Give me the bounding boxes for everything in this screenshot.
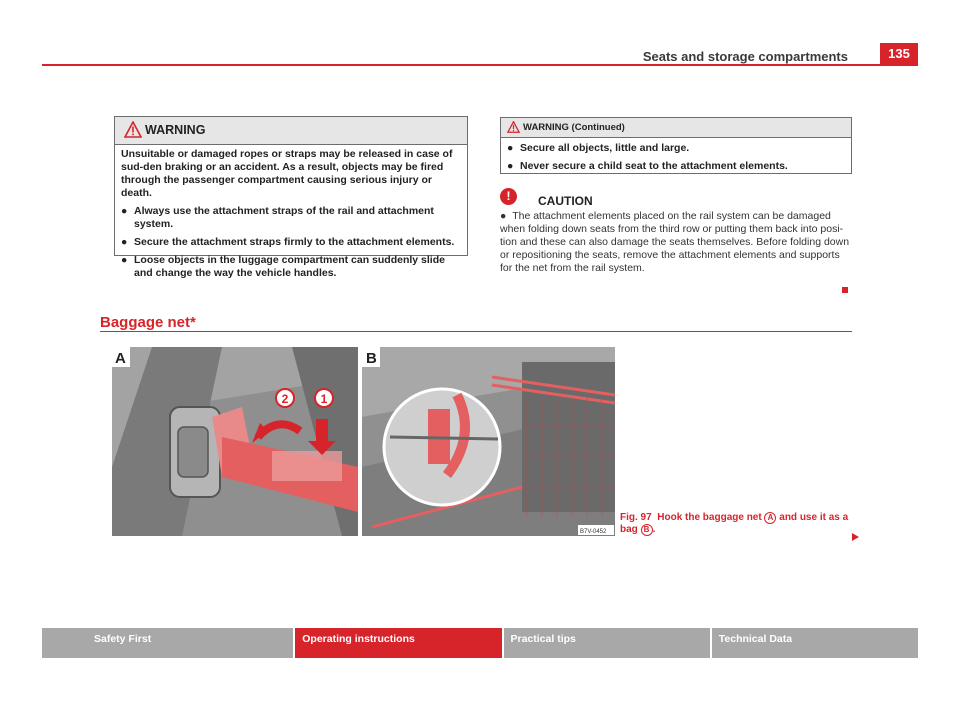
figure-caption: Fig. 97 Hook the baggage net A and use it as a bag B . [620, 512, 849, 535]
warning-bullet: ● Always use the attachment straps of the rail and attachment system. [121, 205, 434, 230]
reference-a: A [764, 512, 776, 524]
header-divider [42, 64, 918, 66]
tab-safety-first[interactable]: Safety First [42, 628, 293, 658]
figure-panel-a [112, 347, 358, 536]
footer-nav [42, 628, 918, 658]
warning-triangle-icon [124, 121, 142, 138]
warning-bullet: ● Never secure a child seat to the attachment elements. [507, 160, 788, 172]
tab-technical-data[interactable]: Technical Data [712, 628, 918, 658]
panel-b-label: B [366, 350, 377, 367]
figure-code: B7V-0452 [580, 529, 607, 535]
tab-operating-instructions[interactable]: Operating instructions [295, 628, 501, 658]
caution-text: ● The attachment elements placed on the rail system can be damaged when folding down seats from the third row or putting them back into posi-tion and these can also damage the seats themselves. Before folding down or repositioning the seats, remove the attachment elements and supports for the net from the rail system. [500, 210, 850, 274]
warning-triangle-icon [507, 121, 520, 133]
warning-box-header [115, 117, 467, 145]
section-divider [100, 331, 852, 332]
callout-2: 2 [281, 392, 289, 406]
tab-practical-tips[interactable]: Practical tips [504, 628, 710, 658]
figure-panel-b [362, 347, 615, 536]
warning-bullet: ● Secure the attachment straps firmly to the attachment elements. [121, 236, 455, 248]
warning-intro: Unsuitable or damaged ropes or straps may be released in case of sud-den braking or an accident. As a result, objects may be fired through the passenger compartment causing serious injury or death. [121, 148, 453, 199]
warning-continued-title: WARNING (Continued) [523, 122, 625, 133]
panel-a-label: A [115, 350, 126, 367]
caution-title: CAUTION [538, 194, 593, 208]
continue-arrow-icon [852, 533, 859, 541]
callout-1: 1 [320, 392, 328, 406]
warning-continued-box [500, 117, 852, 174]
baggage-net-figure [112, 347, 615, 536]
warning-bullet: ● Secure all objects, little and large. [507, 142, 690, 154]
section-title: Baggage net* [100, 314, 196, 331]
warning-box [114, 116, 468, 279]
page-number: 135 [880, 43, 918, 64]
section-end-marker [842, 287, 848, 293]
caution-icon: ! [500, 188, 517, 205]
warning-continued-header [501, 118, 851, 138]
reference-b: B [641, 524, 653, 536]
warning-bullet: ● Loose objects in the luggage compartment can suddenly slide and change the way the vehicle handles. [121, 254, 445, 279]
bullet-dot: ● [500, 210, 513, 222]
warning-title: WARNING [145, 123, 206, 137]
page-header-title: Seats and storage compartments [642, 49, 848, 64]
